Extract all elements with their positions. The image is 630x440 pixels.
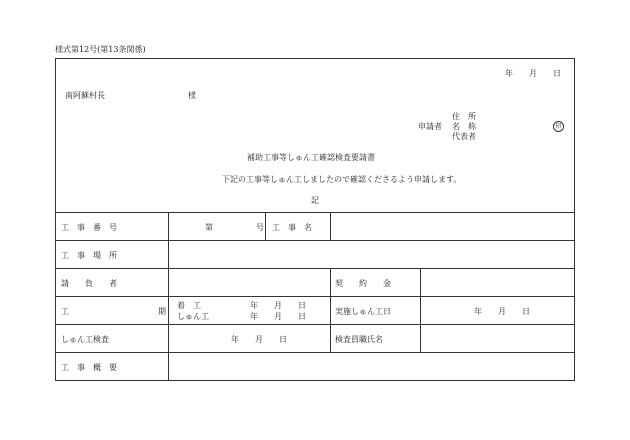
table-line [265,212,266,240]
work-location-label: 工 事 場 所 [61,251,117,260]
form-frame [55,58,575,381]
addressee: 南阿蘇村長 [65,91,105,100]
period-label-right: 期 [158,307,166,316]
actual-completion-label: 実施しゅん工日 [335,307,391,316]
form-number: 様式第12号(第13条関係) [55,45,146,54]
table-line [55,352,575,353]
table-line [330,212,331,240]
name-label: 名 称 [452,122,476,131]
period-label-left: 工 [61,307,69,316]
address-label: 住 所 [452,112,476,121]
work-number-label: 工 事 番 号 [61,223,117,232]
inspector-label: 検査員職氏名 [335,335,383,344]
start-label: 着 工 [177,301,201,310]
table-line [168,212,169,381]
actual-completion-date: 年 月 日 [474,307,530,316]
table-line [420,268,421,352]
date-line: 年 月 日 [505,69,561,78]
table-line [55,296,575,297]
start-date: 年 月 日 [250,301,306,310]
table-line [55,324,575,325]
completion-date: 年 月 日 [250,312,306,321]
work-name-label: 工 事 名 [272,223,312,232]
addressee-suffix: 様 [188,91,196,100]
applicant-label: 申請者 [418,122,442,131]
work-summary-label: 工 事 概 要 [61,363,117,372]
table-line [330,268,331,352]
table-line [55,268,575,269]
seal-mark: 印 [553,121,564,132]
work-number-prefix: 第 [205,223,213,232]
ki-label: 記 [311,196,319,205]
contractor-label: 請 負 者 [61,279,117,288]
completion-label: しゅん工 [177,312,209,321]
representative-label: 代表者 [452,132,476,141]
work-number-suffix: 号 [256,223,264,232]
inspection-date: 年 月 日 [231,335,287,344]
table-line [55,212,575,213]
contract-amount-label: 契 約 金 [335,279,391,288]
table-line [55,240,575,241]
inspection-label: しゅん工検査 [61,335,109,344]
form-title: 補助工事等しゅん工確認検査要請書 [247,153,375,162]
request-text: 下記の工事等しゅん工しましたので確認くださるよう申請します。 [222,175,462,184]
